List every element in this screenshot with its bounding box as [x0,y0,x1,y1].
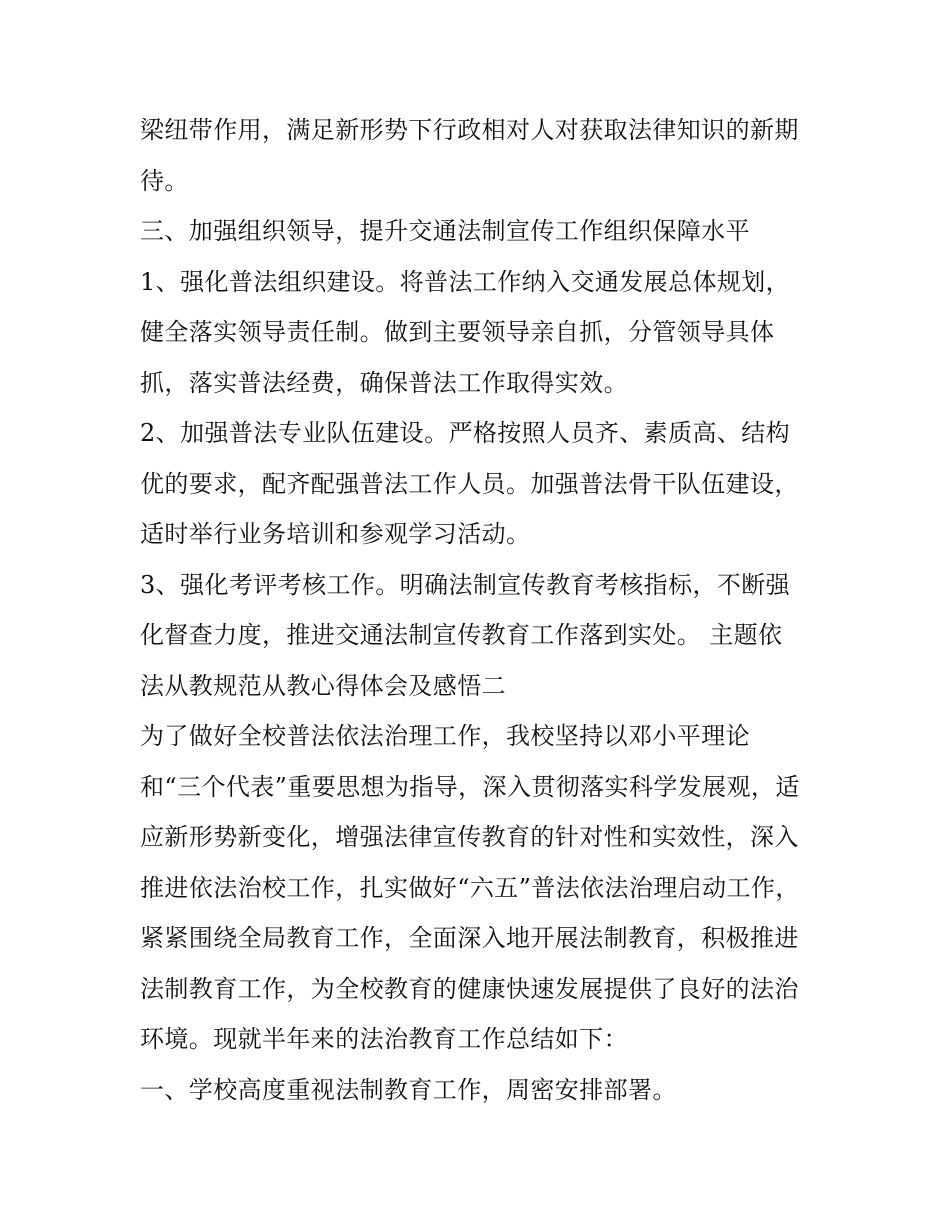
paragraph-line: 适时举行业务培训和参观学习活动。 [140,520,531,548]
section-heading: 一、学校高度重视法制教育工作，周密安排部署。 [140,1076,677,1104]
paragraph-line: 应新形势新变化，增强法律宣传教育的针对性和实效性，深入 [140,823,799,851]
paragraph-line: 推进依法治校工作，扎实做好“六五”普法依法治理启动工作， [140,874,800,902]
paragraph-line: 法从教规范从教心得体会及感悟二 [140,672,506,700]
paragraph-line: 为了做好全校普法依法治理工作，我校坚持以邓小平理论 [140,722,750,750]
paragraph-line: 化督查力度，推进交通法制宣传教育工作落到实处。 主题依 [140,621,783,649]
paragraph-line: 优的要求，配齐配强普法工作人员。加强普法骨干队伍建设， [140,470,799,498]
section-heading: 三、加强组织领导，提升交通法制宣传工作组织保障水平 [140,217,750,245]
paragraph-line: 待。 [140,167,189,195]
paragraph-line: 3、强化考评考核工作。明确法制宣传教育考核指标，不断强 [140,571,791,599]
paragraph-line: 抓，落实普法经费，确保普法工作取得实效。 [140,369,628,397]
paragraph-line: 紧紧围绕全局教育工作，全面深入地开展法制教育，积极推进 [140,924,799,952]
paragraph-line: 和“三个代表”重要思想为指导，深入贯彻落实科学发展观，适 [140,773,800,801]
paragraph-line: 2、加强普法专业队伍建设。严格按照人员齐、素质高、结构 [140,419,791,447]
paragraph-line: 梁纽带作用，满足新形势下行政相对人对获取法律知识的新期 [140,116,799,144]
paragraph-line: 1、强化普法组织建设。将普法工作纳入交通发展总体规划， [140,268,791,296]
paragraph-line: 健全落实领导责任制。做到主要领导亲自抓，分管领导具体 [140,318,775,346]
paragraph-line: 法制教育工作，为全校教育的健康快速发展提供了良好的法治 [140,975,799,1003]
paragraph-line: 环境。现就半年来的法治教育工作总结如下： [140,1025,628,1053]
